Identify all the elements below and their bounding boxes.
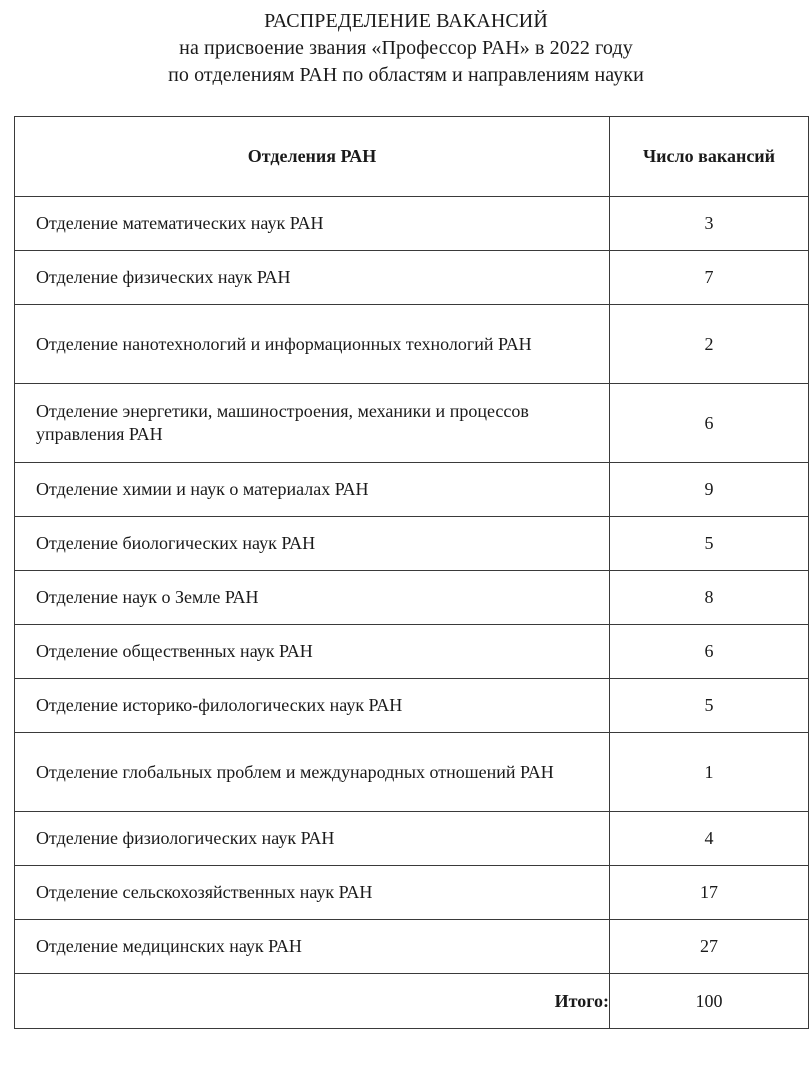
division-name: Отделение историко-филологических наук РАН — [15, 679, 610, 733]
title-line-3: по отделениям РАН по областям и направлениям науки — [168, 64, 644, 86]
division-name: Отделение медицинских наук РАН — [15, 920, 610, 974]
table-row — [15, 305, 809, 384]
division-name: Отделение физических наук РАН — [15, 251, 610, 305]
column-header-count: Число вакансий — [610, 117, 809, 197]
vacancy-count: 6 — [610, 625, 809, 679]
vacancy-count: 3 — [610, 197, 809, 251]
table-row — [15, 517, 809, 571]
column-header-division: Отделения РАН — [15, 117, 610, 197]
table-row — [15, 866, 809, 920]
table-row — [15, 679, 809, 733]
vacancy-count: 4 — [610, 812, 809, 866]
division-name: Отделение глобальных проблем и международных отношений РАН — [15, 733, 610, 812]
table-row — [15, 812, 809, 866]
total-row — [15, 974, 809, 1029]
division-name: Отделение биологических наук РАН — [15, 517, 610, 571]
table-row — [15, 625, 809, 679]
vacancy-count: 8 — [610, 571, 809, 625]
vacancy-distribution-table — [14, 116, 809, 1029]
division-name: Отделение нанотехнологий и информационных технологий РАН — [15, 305, 610, 384]
table-row — [15, 251, 809, 305]
total-label: Итого: — [15, 974, 610, 1029]
division-name: Отделение физиологических наук РАН — [15, 812, 610, 866]
vacancy-count: 27 — [610, 920, 809, 974]
vacancy-count: 17 — [610, 866, 809, 920]
table-row — [15, 463, 809, 517]
table-row — [15, 571, 809, 625]
division-name: Отделение сельскохозяйственных наук РАН — [15, 866, 610, 920]
division-name: Отделение химии и наук о материалах РАН — [15, 463, 610, 517]
table-row — [15, 197, 809, 251]
division-name: Отделение наук о Земле РАН — [15, 571, 610, 625]
table-header-row — [15, 117, 809, 197]
vacancy-count: 9 — [610, 463, 809, 517]
vacancy-count: 2 — [610, 305, 809, 384]
division-name: Отделение энергетики, машиностроения, механики и процессов управления РАН — [15, 384, 610, 463]
vacancy-count: 5 — [610, 679, 809, 733]
table-row — [15, 920, 809, 974]
vacancy-count: 6 — [610, 384, 809, 463]
title-line-1: РАСПРЕДЕЛЕНИЕ ВАКАНСИЙ — [264, 10, 548, 32]
document-header — [0, 8, 812, 89]
total-value: 100 — [610, 974, 809, 1029]
table-row — [15, 384, 809, 463]
vacancy-count: 1 — [610, 733, 809, 812]
vacancy-count: 5 — [610, 517, 809, 571]
title-line-2: на присвоение звания «Профессор РАН» в 2022 году — [179, 37, 633, 59]
division-name: Отделение общественных наук РАН — [15, 625, 610, 679]
table-row — [15, 733, 809, 812]
division-name: Отделение математических наук РАН — [15, 197, 610, 251]
vacancy-count: 7 — [610, 251, 809, 305]
